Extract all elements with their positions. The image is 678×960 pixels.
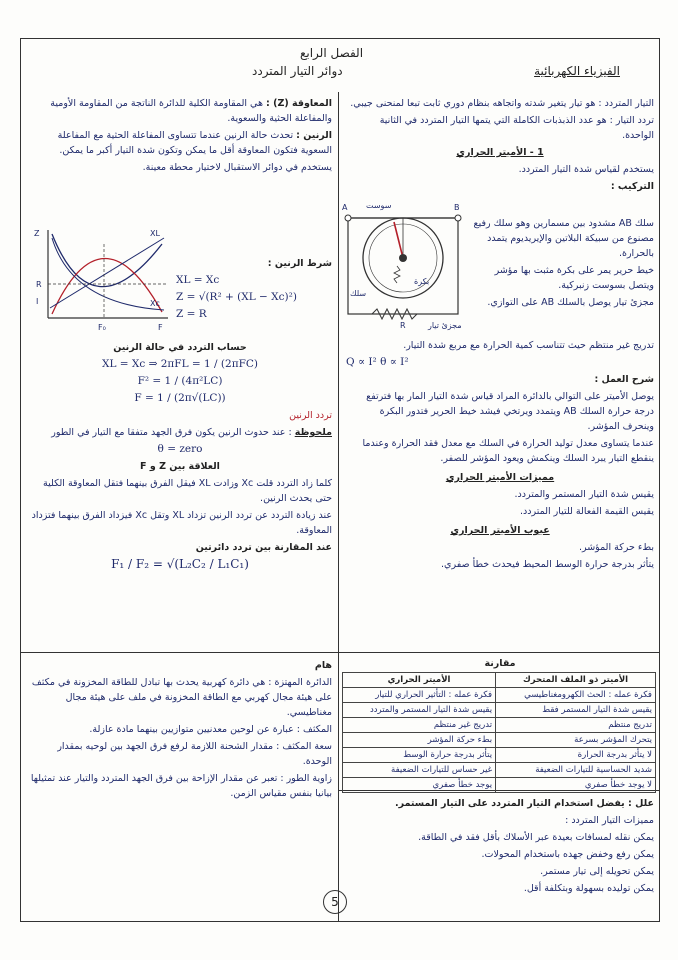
resonance-condition — [176, 256, 332, 324]
capacitor-def: المكثف : عبارة عن لوحين معدنيين متوازيين بينهما مادة عازلة. — [89, 724, 332, 735]
cell: يتحرك المؤشر بسرعة — [496, 733, 656, 748]
phase-angle-def: زاوية الطور : تعبر عن مقدار الإزاحة بين فرق الجهد المتردد والتيار عند تمثيلها بيانيا بنفس مقياس الزمن. — [30, 773, 332, 799]
label-b: B — [454, 203, 460, 212]
eq-freq-1: XL = Xc ⇒ 2πFL = 1 / (2πFC) — [101, 358, 259, 370]
graph-label-r: R — [36, 280, 42, 289]
subject-title: الفيزياء الكهربائية — [534, 64, 620, 78]
eq-xl-xc: XL = Xc — [176, 274, 220, 286]
cell: يقيس شدة التيار المستمر فقط — [496, 703, 656, 718]
spring — [394, 266, 400, 283]
eq-z-r: Z = R — [176, 308, 207, 320]
label-spring: سوست — [366, 201, 392, 210]
eq-theta: θ = zero — [157, 443, 203, 455]
table-row — [343, 778, 656, 793]
terminal-a — [345, 215, 351, 221]
disadvantage-2: يتأثر بدرجة حرارة الوسط المحيط فيحدث خطأ صفري. — [441, 559, 654, 570]
reason-3: يمكن تحويله إلى تيار مستمر. — [540, 866, 654, 877]
capacitance-def: سعة المكثف : مقدار الشحنة اللازمة لرفع فرق الجهد بين لوحيه بمقدار الوحدة. — [57, 741, 332, 767]
advantage-1: يقيس شدة التيار المستمر والمتردد. — [514, 489, 654, 500]
comparison-title: مقارنة — [484, 658, 516, 669]
pointer — [394, 222, 403, 258]
table-row — [343, 703, 656, 718]
note-title: ملحوظة — [294, 427, 332, 438]
oscillating-circuit: الدائرة المهتزة : هي دائرة كهربية يحدث بها تبادل للطاقة المخزونة في مكثف على هيئة مجال كهربي مع الطاقة المخزونة في ملف على هيئة مجال مغناطيسي. — [31, 677, 332, 718]
label-wire: سلك — [350, 289, 367, 298]
left-column — [28, 96, 332, 177]
structure-3: مجزئ تيار يوصل بالسلك AB على التوازي. — [487, 297, 654, 308]
working-title: شرح العمل : — [594, 374, 654, 385]
terminal-b — [455, 215, 461, 221]
cell: فكرة عمله : الحث الكهرومغناطيسي — [496, 688, 656, 703]
structure-1: سلك AB مشدود بين مسمارين وهو سلك رفيع مصنوع من سبيكة البلاتين والإيريديوم يتمدد بالحرارة. — [473, 218, 654, 259]
disadvantage-1: بطء حركة المؤشر. — [578, 542, 654, 553]
table-row — [343, 718, 656, 733]
label-a: A — [342, 203, 348, 212]
resonance-title: الرنين : — [296, 130, 332, 141]
resonance-def: تحدث حالة الرنين عندما تتساوى المفاعلة الحثية مع المفاعلة السعوية فتكون المعاوقة أقل ما يمكن وتكون شدة التيار أكبر ما يمكن. — [57, 130, 332, 156]
disadvantages-title: عيوب الأميتر الحراري — [450, 525, 550, 536]
page-number: 5 — [323, 890, 347, 914]
cell: غير حساس للتيارات الضعيفة — [343, 763, 496, 778]
graph-label-f0: F₀ — [98, 323, 106, 332]
freq-title: حساب التردد في حالة الرنين — [113, 342, 247, 353]
graph-label-xl: XL — [150, 229, 160, 238]
comparison-head-1: الأميتر ذو الملف المتحرك — [496, 673, 656, 688]
def-ac-current: التيار المتردد : هو تيار يتغير شدته واتجاهه بنظام دوري ثابت تبعا لمنحنى جيبي. — [350, 98, 654, 109]
cell: يتأثر بدرجة حرارة الوسط — [343, 748, 496, 763]
cell: تدريج غير منتظم — [343, 718, 496, 733]
table-row — [343, 688, 656, 703]
bottom-left — [28, 658, 332, 803]
advantages-title: مميزات الأميتر الحراري — [445, 472, 555, 483]
pulley — [399, 254, 407, 262]
note-text: عند حدوث الرنين يكون فرق الجهد متفقا مع التيار في الطور — [51, 427, 286, 438]
impedance-def: هي المقاومة الكلية للدائرة الناتجة من المقاومة الأومية والمفاعلة الحثية والسعوية. — [50, 98, 332, 124]
table-row — [343, 748, 656, 763]
freq-label: تردد الرنين — [289, 410, 332, 421]
structure-4: تدريج غير منتظم حيث تتناسب كمية الحرارة مع مربع شدة التيار. — [403, 340, 654, 351]
structure-2: خيط حرير يمر على بكرة مثبت بها مؤشر ويتصل بسوست زنبركية. — [494, 265, 654, 291]
cell: شديد الحساسية للتيارات الضعيفة — [496, 763, 656, 778]
structure-title: التركيب : — [610, 181, 654, 192]
lesson-title: دوائر التيار المتردد — [252, 64, 343, 78]
cell: يقيس شدة التيار المستمر والمتردد — [343, 703, 496, 718]
right-column — [346, 96, 654, 196]
eq-impedance: Z = √(R² + (XL − Xc)²) — [176, 291, 297, 303]
impedance-title: المعاوقة (Z) : — [265, 98, 332, 109]
label-r: R — [400, 321, 406, 330]
relation-1: كلما زاد التردد قلت Xc وزادت XL فيقل الفرق بينهما فتقل المعاوقة الكلية حتى يحدث الرنين. — [43, 478, 332, 504]
table-row — [343, 733, 656, 748]
table-row — [343, 763, 656, 778]
heat-relation: Q ∝ I² θ ∝ I² — [346, 356, 409, 368]
cell: تدريج منتظم — [496, 718, 656, 733]
hot-wire-ammeter-diagram — [342, 196, 467, 336]
condition-title: شرط الرنين : — [267, 258, 332, 269]
reason-2: يمكن رفع وخفض جهده باستخدام المحولات. — [481, 849, 654, 860]
bottom-column-divider — [338, 652, 339, 922]
advantage-2: يقيس القيمة الفعالة للتيار المتردد. — [520, 506, 654, 517]
important-tag: هام — [314, 660, 332, 671]
graph-label-i: I — [36, 297, 39, 306]
cell: لا يوجد خطأ صفري — [496, 778, 656, 793]
right-column-2 — [346, 338, 654, 574]
reasons-title: علل : يفضل استخدام التيار المتردد على التيار المستمر. — [395, 798, 654, 809]
working-2: عندما يتساوى معدل توليد الحرارة في السلك مع معدل فقد الحرارة وعندما ينقطع التيار يبرد السلك وينكمش ويعود المؤشر للصفر. — [362, 438, 654, 464]
reason-4: يمكن توليده بسهولة وبتكلفة أقل. — [523, 883, 654, 894]
graph-label-f: F — [158, 323, 163, 332]
hot-wire-title: 1 - الأميتر الحراري — [456, 147, 544, 158]
def-frequency: تردد التيار : هو عدد الذبذبات الكاملة التي يتمها التيار المتردد في الثانية الواحدة. — [379, 115, 654, 141]
hot-wire-use: يستخدم لقياس شدة التيار المتردد. — [518, 164, 654, 175]
resonance-notes: يستخدم في دوائر الاستقبال لاختيار محطة معينة. — [142, 162, 332, 173]
eq-ratio: F₁ / F₂ = √(L₂C₂ / L₁C₁) — [111, 557, 249, 571]
left-column-2: حساب التردد في حالة الرنين XL = Xc ⇒ 2πFL = 1 / (2πFC) F² = 1 / (4π²LC) F = 1 / (2π√(LC)) تردد الرنين ملحوظة : عند حدوث الرنين يكون فرق الجهد متفقا مع التيار في الطور θ = zero العلاقة بين Z و F كلما زاد التردد قلت Xc وزادت XL فيقل الفرق بينهما فتقل المعاوقة الكلية حتى يحدث الرنين. عند زيادة التردد عن تردد الرنين تزداد XL وتقل Xc فيزداد الفرق بينهما فتزداد المعاوقة. عند المقارنة بين تردد دائرتين F₁ / F₂ = √(L₂C₂ / L₁C₁) — [28, 340, 332, 574]
cell: لا يتأثر بدرجة الحرارة — [496, 748, 656, 763]
chapter-title: الفصل الرابع — [300, 46, 364, 60]
relation-2: عند زيادة التردد عن تردد الرنين تزداد XL وتقل Xc فيزداد الفرق بينهما فتزداد المعاوقة. — [31, 510, 332, 536]
impedance-curve — [52, 234, 162, 287]
page-header — [20, 42, 660, 92]
eq-freq-3: F = 1 / (2π√(LC)) — [134, 392, 226, 404]
cell: بطء حركة المؤشر — [343, 733, 496, 748]
resonance-graph — [32, 224, 172, 336]
graph-label-z: Z — [34, 229, 40, 238]
working-1: يوصل الأميتر على التوالي بالدائرة المراد قياس شدة التيار المار بها فترتفع درجة حرارة السلك AB ويتمدد ويرتخي فيشد خيط الحرير فتدور البكرة وينحرف المؤشر. — [366, 391, 654, 432]
relation-title: العلاقة بين Z و F — [140, 461, 220, 472]
eq-freq-2: F² = 1 / (4π²LC) — [137, 375, 223, 387]
comparison-table — [342, 672, 656, 793]
compare-title: عند المقارنة بين تردد دائرتين — [195, 542, 332, 553]
comparison-head-2: الأميتر الحراري — [343, 673, 496, 688]
label-pulley: بكرة — [414, 277, 430, 286]
cell: يوجد خطأ صفري — [343, 778, 496, 793]
reasons-block — [346, 796, 654, 898]
reasons-lead: مميزات التيار المتردد : — [565, 815, 654, 826]
graph-label-xc: Xc — [150, 299, 160, 308]
column-divider — [338, 92, 339, 652]
structure-list — [470, 216, 654, 312]
cell: فكرة عمله : التأثير الحراري للتيار — [343, 688, 496, 703]
section-divider — [20, 652, 660, 653]
label-shunt: مجزئ تيار — [428, 321, 462, 330]
reason-1: يمكن نقله لمسافات بعيدة عبر الأسلاك بأقل فقد في الطاقة. — [418, 832, 654, 843]
